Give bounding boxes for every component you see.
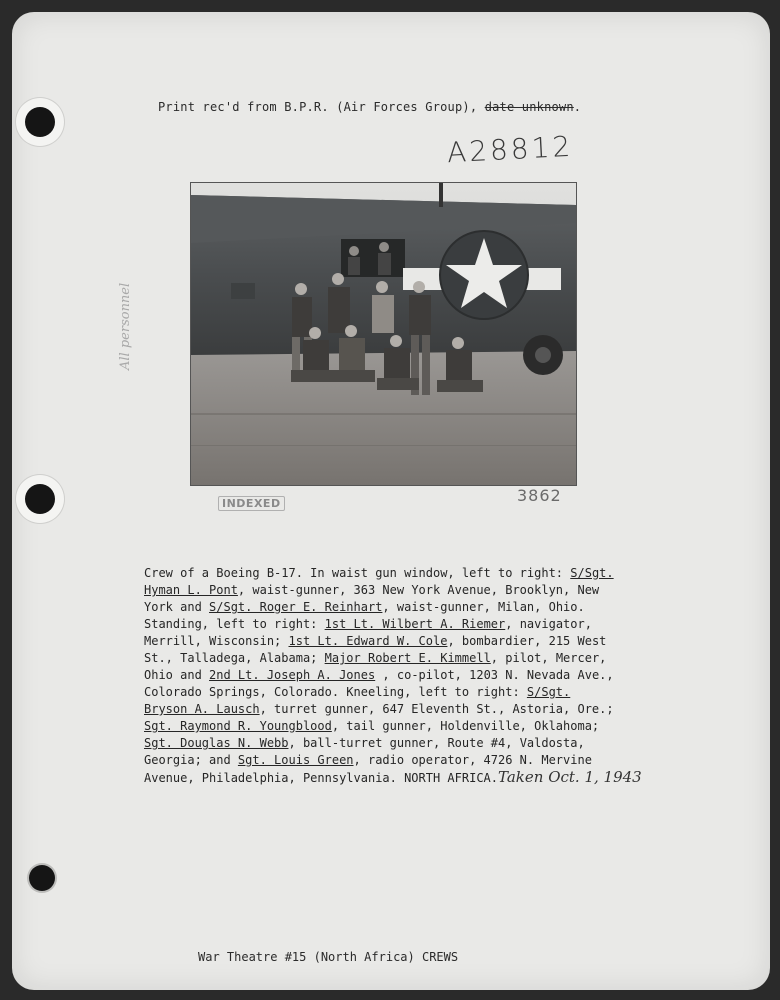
crew-member-name: 1st Lt. Wilbert A. Riemer (324, 617, 506, 631)
caption-line (144, 701, 644, 718)
crew-member-name: 1st Lt. Edward W. Cole (288, 634, 448, 648)
crew-member-name: Hyman L. Pont (144, 583, 238, 597)
caption-text: Ohio and (144, 668, 210, 682)
caption-text: Merrill, Wisconsin; (144, 634, 289, 648)
crew-photograph (190, 182, 577, 486)
caption-line (144, 752, 644, 769)
caption-text: , pilot, Mercer, (490, 651, 607, 665)
accession-number: A28812 (446, 129, 575, 170)
caption-line (144, 565, 644, 582)
binder-hole-top (25, 107, 55, 137)
crew-member-name: Sgt. Raymond R. Youngblood (144, 719, 332, 733)
crew-member-name: S/Sgt. (526, 685, 571, 699)
caption-line (144, 769, 644, 787)
crew-member-name: Major Robert E. Kimmell (324, 651, 491, 665)
caption-text: , waist-gunner, Milan, Ohio. (382, 600, 585, 614)
binder-hole-bottom (29, 865, 55, 891)
header-period: . (573, 100, 582, 114)
margin-pencil-note: All personnel (118, 282, 133, 370)
caption-line (144, 667, 644, 684)
caption-text: , radio operator, 4726 N. Mervine (353, 753, 592, 767)
photo-caption (144, 565, 644, 787)
caption-line (144, 650, 644, 667)
caption-text: , navigator, (505, 617, 592, 631)
crew-member-name: 2nd Lt. Joseph A. Jones (209, 668, 376, 682)
caption-line (144, 599, 644, 616)
caption-text: , ball-turret gunner, Route #4, Valdosta, (288, 736, 585, 750)
footer-category: War Theatre #15 (North Africa) CREWS (198, 950, 459, 964)
print-source-line (158, 100, 581, 114)
handwritten-date: Taken Oct. 1, 1943 (498, 768, 642, 786)
caption-text: , turret gunner, 647 Eleventh St., Astoria, Ore.; (259, 702, 614, 716)
caption-text: St., Talladega, Alabama; (144, 651, 325, 665)
binder-hole-middle (25, 484, 55, 514)
crew-member-name: Sgt. Douglas N. Webb (144, 736, 289, 750)
caption-text: Colorado Springs, Colorado. Kneeling, left to right: (144, 685, 527, 699)
caption-line (144, 718, 644, 735)
caption-text: , waist-gunner, 363 New York Avenue, Brooklyn, New (237, 583, 600, 597)
caption-text: , co-pilot, 1203 N. Nevada Ave., (375, 668, 614, 682)
crew-member-name: Sgt. Louis Green (237, 753, 354, 767)
caption-text: Avenue, Philadelphia, Pennsylvania. NORTH AFRICA. (144, 771, 499, 785)
caption-line (144, 616, 644, 633)
caption-text: , tail gunner, Holdenville, Oklahoma; (331, 719, 600, 733)
caption-text: Georgia; and (144, 753, 238, 767)
crew-member-name: Bryson A. Lausch (144, 702, 260, 716)
indexed-stamp: INDEXED (218, 496, 285, 511)
caption-line (144, 684, 644, 701)
struck-date-text: date unknown (484, 100, 574, 114)
b17-crew-photo-illustration (191, 183, 576, 485)
archive-page (12, 12, 770, 990)
caption-line (144, 633, 644, 650)
crew-member-name: S/Sgt. Roger E. Reinhart (209, 600, 383, 614)
caption-line (144, 582, 644, 599)
print-source-text: Print rec'd from B.P.R. (Air Forces Group), (158, 100, 485, 114)
caption-text: York and (144, 600, 210, 614)
negative-number: 3862 (517, 486, 562, 505)
caption-text: Crew of a Boeing B-17. In waist gun window, left to right: (144, 566, 571, 580)
crew-member-name: S/Sgt. (570, 566, 614, 580)
caption-line (144, 735, 644, 752)
caption-text: Standing, left to right: (144, 617, 325, 631)
caption-text: , bombardier, 215 West (447, 634, 607, 648)
